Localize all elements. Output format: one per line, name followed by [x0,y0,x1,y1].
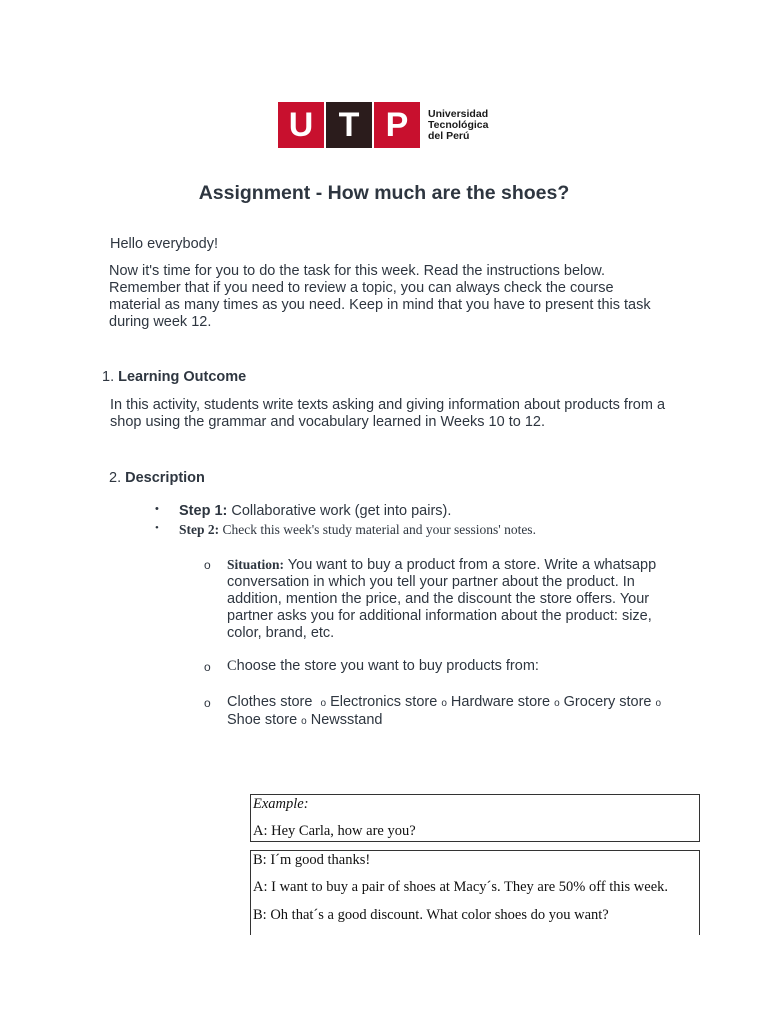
learning-outcome-text: In this activity, students write texts asking and giving information about products from a shop using the grammar and vocabulary learned in Weeks 10 to 12. [110,397,666,430]
step-1-item [155,503,452,519]
intro-paragraph: Now it's time for you to do the task for this week. Read the instructions below. Remember that if you need to review a topic, you can always check the course material as many times as you need. Keep in mind that you have to present this task during week 12. [109,263,651,330]
section-1-heading [102,369,246,385]
sub-bullet-circle: o [655,698,662,709]
store-options [227,694,667,730]
dialogue-line: B: I´m good thanks! [253,852,371,868]
example-label: Example: [253,796,309,812]
choose-store-text: hoose the store you want to buy products from: [236,658,539,674]
store-option: Electronics store [330,694,438,710]
step-1-text: Collaborative work (get into pairs). [231,503,452,519]
greeting: Hello everybody! [110,236,218,252]
situation-label: Situation: [227,557,285,572]
bullet-dot: • [155,503,159,515]
sub-bullet-circle: o [301,716,307,727]
bullet-dot: • [155,522,159,534]
section-2-number: 2. [109,470,122,486]
logo-letter-u: U [278,102,324,148]
step-2-item [155,522,536,538]
section-2-heading [109,470,205,486]
dialogue-line: A: I want to buy a pair of shoes at Macy´s. They are 50% off this week. [253,879,669,895]
sub-bullet-circle: o [204,660,211,674]
logo-line-2: Tecnológica [428,118,489,131]
section-2-title: Description [125,470,205,486]
store-option: Grocery [563,694,616,710]
page-title: Assignment - How much are the shoes? [198,182,570,204]
situation-text: You want to buy a product from a store. Write a whatsapp conversation in which you tell your partner about the product. In addition, mention the price, and the discount the store offers. Your partner asks you for additional information about the product: size, color, brand, etc. [227,557,657,641]
section-1-number: 1. [102,369,115,385]
sub-bullet-circle: o [320,698,327,709]
choose-first-letter: C [227,658,237,674]
sub-bullet-circle: o [554,698,560,709]
example-box-top [250,794,700,842]
sub-bullet-circle: o [441,698,447,709]
sub-bullet-circle: o [204,558,211,572]
section-1-title: Learning Outcome [118,369,247,385]
dialogue-line: A: Hey Carla, how are you? [253,823,416,839]
example-box-bottom [250,850,700,935]
logo-wordmark [428,109,488,142]
utp-logo [278,102,488,148]
logo-line-3: del Perú [428,129,470,142]
store-option: Newsstand [310,712,383,728]
store-option: Shoe store [227,712,298,728]
dialogue-line: B: Oh that´s a good discount. What color shoes do you want? [253,907,609,923]
store-option: Clothes store [227,694,313,710]
step-1-label: Step 1: [179,503,228,519]
step-2-text: Check this week's study material and your sessions' notes. [222,522,536,537]
step-2-label: Step 2: [179,522,220,537]
store-option: Hardware store [450,694,551,710]
situation-item [227,556,667,642]
choose-store-item [227,658,539,675]
logo-letter-t: T [326,102,372,148]
sub-bullet-circle: o [204,696,211,710]
logo-line-1: Universidad [428,107,489,120]
logo-letter-p: P [374,102,420,148]
store-option: store [619,694,652,710]
